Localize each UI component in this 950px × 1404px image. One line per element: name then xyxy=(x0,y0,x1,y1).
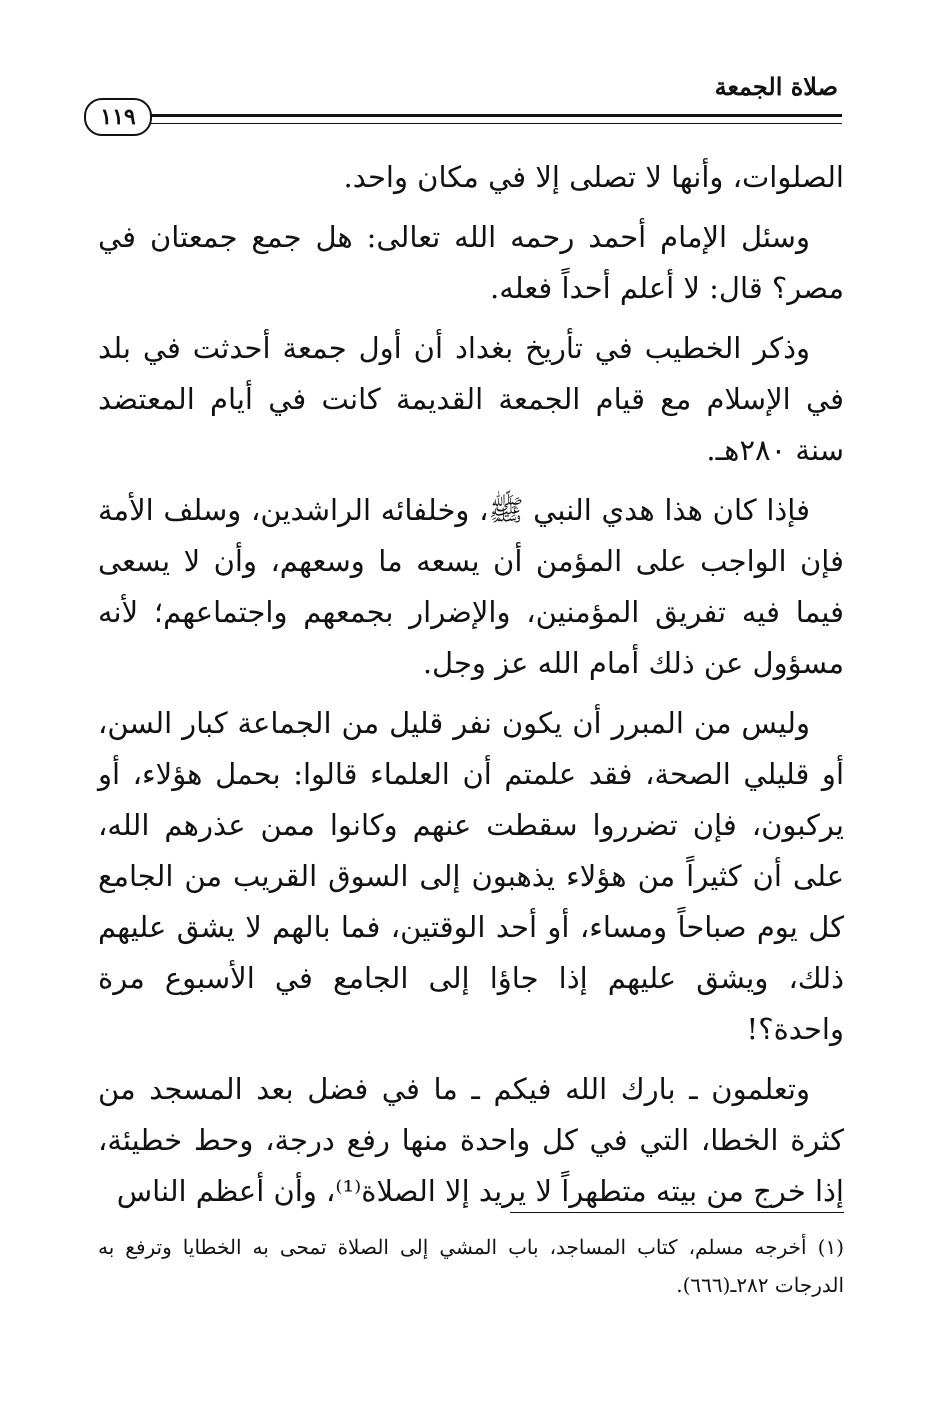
footnote-marker: (١) xyxy=(817,1235,844,1259)
paragraph: الصلوات، وأنها لا تصلى إلا في مكان واحد. xyxy=(343,160,844,194)
paragraph: وسئل الإمام أحمد رحمه الله تعالى: هل جمع جمعتان في مصر؟ قال: لا أعلم أحداً فعله. xyxy=(98,220,844,305)
paragraph: فإذا كان هذا هدي النبي ﷺ، وخلفائه الراشدين، وسلف الأمة فإن الواجب على المؤمن أن يسعه ما وسعهم، وأن لا يسعى فيما فيه تفريق المؤمنين، والإضرار بجمعهم واجتماعهم؛ لأنه مسؤول عن ذلك أمام الله عز وجل. xyxy=(98,493,844,680)
paragraph: وذكر الخطيب في تأريخ بغداد أن أول جمعة أحدثت في بلد في الإسلام مع قيام الجمعة القديمة كانت في أيام المعتضد سنة ٢٨٠هـ. xyxy=(98,331,844,467)
footnote xyxy=(98,1228,844,1304)
footnote-text: أخرجه مسلم، كتاب المساجد، باب المشي إلى الصلاة تمحى به الخطايا وترفع به الدرجات ٢٨٢ـ(٦٦٦). xyxy=(98,1235,844,1297)
paragraph: وليس من المبرر أن يكون نفر قليل من الجماعة كبار السن، أو قليلي الصحة، فقد علمتم أن العلماء قالوا: بحمل هؤلاء، أو يركبون، فإن تضرروا سقطت عنهم وكانوا ممن عذرهم الله، على أن كثيراً من هؤلاء يذهبون إلى السوق القريب من الجامع كل يوم صباحاً ومساء، أو أحد الوقتين، فما بالهم لا يشق عليهم ذلك، ويشق عليهم إذا جاؤا إلى الجامع في الأسبوع مرة واحدة؟! xyxy=(98,706,844,1046)
header-rule xyxy=(142,114,842,124)
running-title: صلاة الجمعة xyxy=(714,72,838,101)
paragraph: وتعلمون ـ بارك الله فيكم ـ ما في فضل بعد المسجد من كثرة الخطا، التي في كل واحدة منها رفع درجة، وحط خطيئة، إذا خرج من بيته متطهراً لا يريد إلا الصلاة⁽¹⁾، وأن أعظم الناس xyxy=(98,1072,844,1208)
page-number-badge: ١١٩ xyxy=(84,98,152,136)
footnote-separator xyxy=(510,1212,844,1213)
main-text xyxy=(98,152,844,1226)
